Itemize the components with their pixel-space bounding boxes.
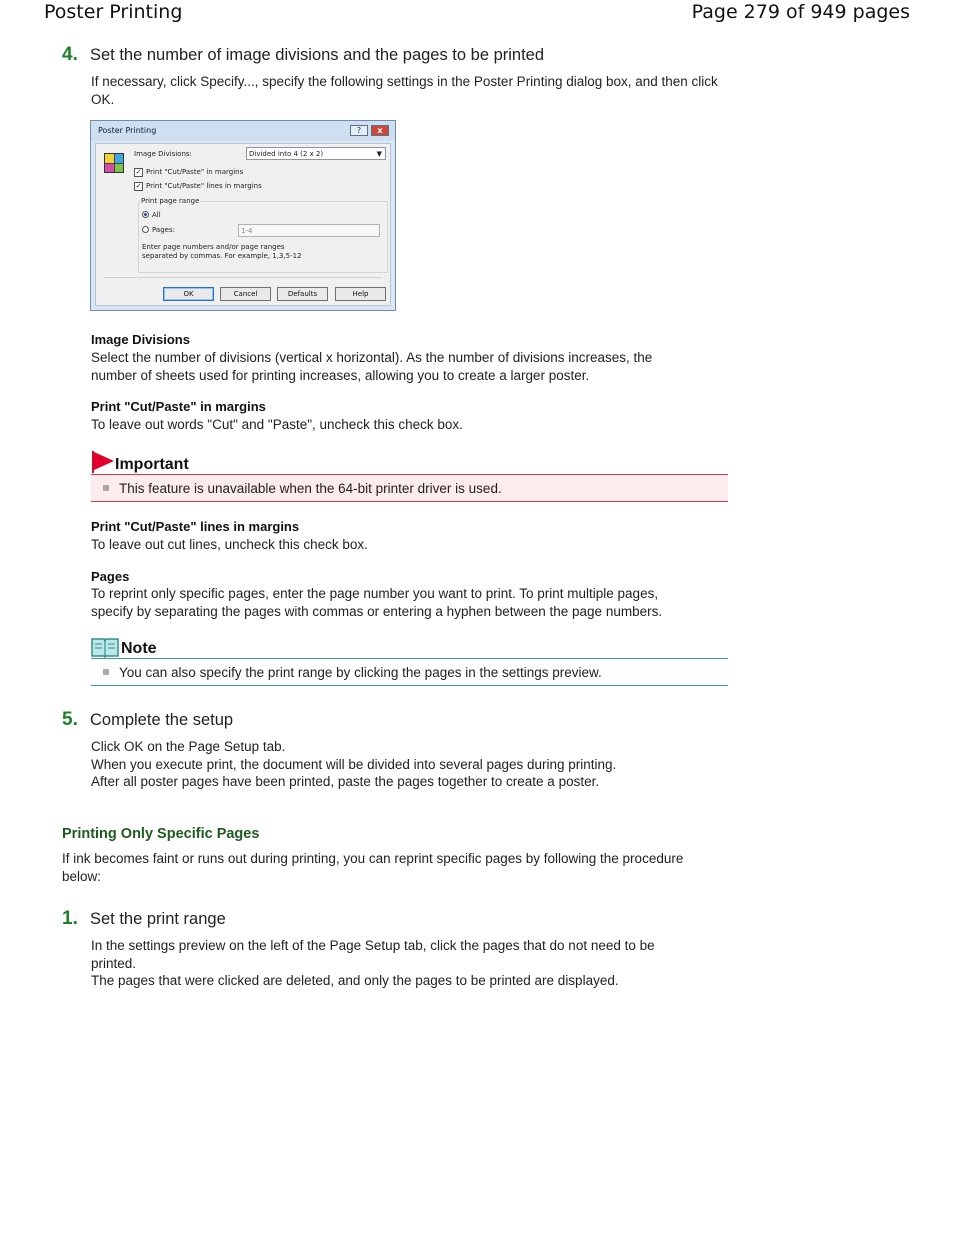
radio-pages[interactable] [142,226,149,233]
term-image-divisions-text: Select the number of divisions (vertical x horizontal). As the number of divisions increases, the number of sheets used for printing increases, allowing you to create a larger poster. [91,350,653,383]
cut-paste-lines-label: Print "Cut/Paste" lines in margins [146,182,262,190]
note-text: You can also specify the print range by clicking the pages in the settings preview. [119,664,602,680]
step-title: Set the print range [90,910,226,928]
dialog-title: Poster Printing [98,126,157,135]
dialog-body [95,143,391,306]
note-book-icon [91,636,119,658]
step-number: 4. [62,44,78,65]
term-pages: Pages [91,569,130,584]
term-cut-paste-margins-text: To leave out words "Cut" and "Paste", uncheck this check box. [91,417,463,432]
image-divisions-label: Image Divisions: [134,150,192,158]
help-button[interactable]: Help [335,287,386,301]
poster-printing-dialog [90,120,396,311]
cancel-button[interactable]: Cancel [220,287,271,301]
pages-input[interactable]: 1-4 [238,224,380,237]
close-icon[interactable]: x [371,125,389,136]
step-4-intro: If necessary, click Specify..., specify the following settings in the Poster Printing dialog box, and then click OK. [91,74,718,107]
cut-paste-margins-checkbox[interactable]: ✓ [135,168,142,176]
cut-paste-lines-checkbox[interactable]: ✓ [135,182,142,190]
header-title: Poster Printing [44,1,183,23]
step-4-heading [62,44,544,66]
step-5-text: Click OK on the Page Setup tab. When you execute print, the document will be divided into several pages during printing. After all poster pages have been printed, paste the pages together to create a poster. [91,739,617,789]
image-divisions-select[interactable] [246,147,386,160]
pages-hint-line2: separated by commas. For example, 1,3,5-12 [142,252,302,260]
help-icon[interactable]: ? [350,125,368,136]
term-image-divisions: Image Divisions [91,332,190,347]
section-text: If ink becomes faint or runs out during printing, you can reprint specific pages by following the procedure below: [62,851,684,884]
pages-hint-line1: Enter page numbers and/or page ranges [142,243,285,251]
bullet-icon [103,669,109,675]
note-box [91,632,728,686]
dialog-title-bar [91,121,395,141]
chevron-down-icon: ▼ [376,150,382,158]
defaults-button[interactable]: Defaults [277,287,328,301]
radio-pages-label: Pages: [152,226,175,234]
important-text: This feature is unavailable when the 64-bit printer driver is used. [119,480,502,496]
ok-button[interactable]: OK [163,287,214,301]
print-page-range-label: Print page range [141,197,200,205]
step-5-heading [62,709,233,731]
print-page-range-group [138,201,388,273]
important-title-row [91,448,728,474]
step-title: Set the number of image divisions and the pages to be printed [90,46,545,64]
important-title: Important [115,456,189,473]
note-title: Note [121,640,157,657]
note-title-row [91,632,728,658]
term-pages-text: To reprint only specific pages, enter the page number you want to print. To print multiple pages, specify by separating the pages with commas or entering a hyphen between the page numbers. [91,586,663,619]
bullet-icon [103,485,109,491]
dialog-separator [104,277,382,278]
step-title: Complete the setup [90,711,234,729]
term-cut-paste-lines-text: To leave out cut lines, uncheck this check box. [91,537,368,552]
radio-all-label: All [152,211,161,219]
header-page-info: Page 279 of 949 pages [691,1,910,23]
important-box [91,448,728,502]
step-1-heading [62,908,226,930]
poster-icon [104,153,124,173]
step-number: 5. [62,709,78,730]
cut-paste-margins-label: Print "Cut/Paste" in margins [146,168,244,176]
note-body [91,658,728,686]
term-cut-paste-margins: Print "Cut/Paste" in margins [91,399,266,414]
section-title: Printing Only Specific Pages [62,826,260,842]
step-number: 1. [62,908,78,929]
image-divisions-value: Divided into 4 (2 x 2) [249,150,324,158]
important-body [91,474,728,502]
important-flag-icon [91,450,115,474]
radio-all[interactable] [142,211,149,218]
step-1-text: In the settings preview on the left of the Page Setup tab, click the pages that do not need to be printed. The pages that were clicked are deleted, and only the pages to be printed are displayed. [91,938,655,988]
term-cut-paste-lines: Print "Cut/Paste" lines in margins [91,519,300,534]
